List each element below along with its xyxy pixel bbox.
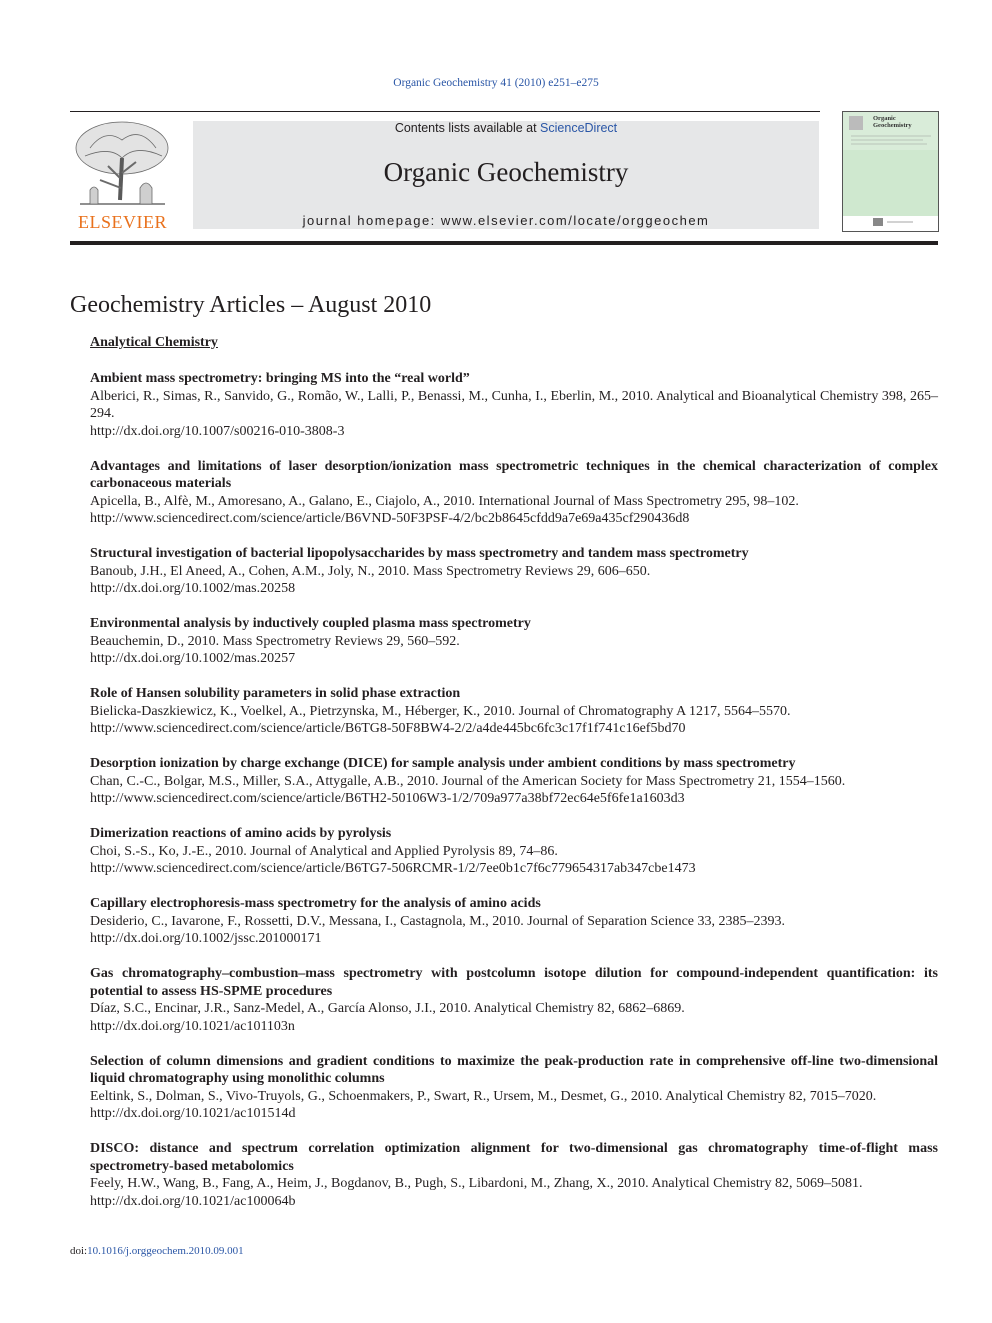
article-entry <box>90 545 938 598</box>
article-entry <box>90 1053 938 1123</box>
header-thick-rule <box>70 241 938 245</box>
article-title: DISCO: distance and spectrum correlation optimization alignment for two-dimensional gas chromatography time-of-flight mass spectrometry-based metabolomics <box>90 1141 938 1174</box>
article-entry <box>90 615 938 668</box>
article-entry <box>90 965 938 1035</box>
journal-banner <box>193 121 819 229</box>
cover-title: Organic Geochemistry <box>873 115 912 129</box>
article-entry <box>90 458 938 528</box>
article-entry <box>90 755 938 808</box>
article-link[interactable]: http://dx.doi.org/10.1002/jssc.201000171 <box>90 931 322 946</box>
article-link[interactable]: http://dx.doi.org/10.1021/ac101103n <box>90 1018 295 1034</box>
article-reference: Eeltink, S., Dolman, S., Vivo-Truyols, G., Schoenmakers, P., Swart, R., Ursem, M., Desmet, G., 2010. Analytical Chemistry 82, 7015–7020. <box>90 1088 877 1104</box>
article-link[interactable]: http://dx.doi.org/10.1002/mas.20257 <box>90 651 296 666</box>
article-title: Desorption ionization by charge exchange (DICE) for sample analysis under ambient conditions by mass spectrometry <box>90 756 796 771</box>
cover-decoration-icon <box>843 112 938 231</box>
article-reference: Díaz, S.C., Encinar, J.R., Sanz-Medel, A., García Alonso, J.I., 2010. Analytical Chemistry 82, 6862–6869. <box>90 1001 685 1016</box>
article-reference: Chan, C.-C., Bolgar, M.S., Miller, S.A., Attygalle, A.B., 2010. Journal of the American Society for Mass Spectrometry 21, 1554–1560. <box>90 773 846 789</box>
article-reference: Apicella, B., Alfè, M., Amoresano, A., Galano, E., Ciajolo, A., 2010. International Journal of Mass Spectrometry 295, 98–102. <box>90 493 799 509</box>
doi-link[interactable]: 10.1016/j.orggeochem.2010.09.001 <box>87 1245 244 1257</box>
article-entry <box>90 825 938 878</box>
article-reference: Choi, S.-S., Ko, J.-E., 2010. Journal of Analytical and Applied Pyrolysis 89, 74–86. <box>90 843 558 859</box>
article-reference: Feely, H.W., Wang, B., Fang, A., Heim, J., Bogdanov, B., Pugh, S., Libardoni, M., Zhang, X., 2010. Analytical Chemistry 82, 5069–5081. <box>90 1176 863 1191</box>
article-title: Gas chromatography–combustion–mass spectrometry with postcolumn isotope dilution for compound-independent quantification: its potential to assess HS-SPME procedures <box>90 966 938 999</box>
article-title: Role of Hansen solubility parameters in solid phase extraction <box>90 686 461 701</box>
page-title: Geochemistry Articles – August 2010 <box>70 292 432 318</box>
article-title: Dimerization reactions of amino acids by pyrolysis <box>90 826 392 841</box>
article-link[interactable]: http://www.sciencedirect.com/science/article/B6TG7-506RCMR-1/2/7ee0b1c7f6c779654317ab347cbe1473 <box>90 861 696 876</box>
doi-footer <box>70 1245 244 1257</box>
article-reference: Bielicka-Daszkiewicz, K., Voelkel, A., Pietrzynska, M., Héberger, K., 2010. Journal of Chromatography A 1217, 5564–5570. <box>90 703 791 719</box>
article-title: Environmental analysis by inductively coupled plasma mass spectrometry <box>90 616 531 631</box>
article-entry <box>90 895 938 948</box>
header-divider <box>70 111 820 112</box>
article-entry <box>90 685 938 738</box>
journal-citation[interactable]: Organic Geochemistry 41 (2010) e251–e275 <box>393 77 599 89</box>
article-reference: Desiderio, C., Iavarone, F., Rossetti, D.V., Messana, I., Castagnola, M., 2010. Journal of Separation Science 33, 2385–2393. <box>90 913 786 929</box>
contents-prefix: Contents lists available at <box>394 121 541 135</box>
section-heading: Analytical Chemistry <box>90 335 218 350</box>
article-link[interactable]: http://www.sciencedirect.com/science/article/B6TG8-50F8BW4-2/2/a4de445bc6fc3c17f1f741c16ef5bd70 <box>90 721 686 736</box>
sciencedirect-link[interactable]: ScienceDirect <box>540 121 618 135</box>
contents-line <box>193 121 819 135</box>
elsevier-logo <box>70 118 175 233</box>
journal-homepage[interactable]: journal homepage: www.elsevier.com/locate/orggeochem <box>302 213 710 228</box>
doi-prefix: doi: <box>70 1245 88 1257</box>
article-reference: Banoub, J.H., El Aneed, A., Cohen, A.M., Joly, N., 2010. Mass Spectrometry Reviews 29, 606–650. <box>90 563 651 579</box>
article-link[interactable]: http://dx.doi.org/10.1007/s00216-010-3808-3 <box>90 423 345 439</box>
tree-logo-icon <box>70 118 175 210</box>
article-link[interactable]: http://dx.doi.org/10.1021/ac100064b <box>90 1193 296 1209</box>
journal-cover-thumbnail <box>842 111 939 232</box>
elsevier-wordmark: ELSEVIER <box>78 212 167 232</box>
article-title: Ambient mass spectrometry: bringing MS into the “real world” <box>90 371 470 386</box>
article-title: Advantages and limitations of laser desorption/ionization mass spectrometric techniques in the chemical characterization of complex carbonaceous materials <box>90 458 938 491</box>
article-list <box>90 370 938 1228</box>
article-link[interactable]: http://dx.doi.org/10.1021/ac101514d <box>90 1106 296 1121</box>
article-reference: Alberici, R., Simas, R., Sanvido, G., Romão, W., Lalli, P., Benassi, M., Cunha, I., Eberlin, M., 2010. Analytical and Bioanalytical Chemistry 398, 265–294. <box>90 388 938 421</box>
article-entry <box>90 1140 938 1210</box>
article-title: Selection of column dimensions and gradient conditions to maximize the peak-production rate in comprehensive off-line two-dimensional liquid chromatography using monolithic columns <box>90 1053 938 1086</box>
article-title: Capillary electrophoresis-mass spectrometry for the analysis of amino acids <box>90 896 541 911</box>
article-link[interactable]: http://www.sciencedirect.com/science/article/B6VND-50F3PSF-4/2/bc2b8645cfdd9a7e69a435cf290436d8 <box>90 511 690 526</box>
article-link[interactable]: http://www.sciencedirect.com/science/article/B6TH2-50106W3-1/2/709a977a38bf72ec64e5f6fe1a1603d3 <box>90 791 685 806</box>
article-link[interactable]: http://dx.doi.org/10.1002/mas.20258 <box>90 581 296 596</box>
article-title: Structural investigation of bacterial lipopolysaccharides by mass spectrometry and tandem mass spectrometry <box>90 546 749 561</box>
article-entry <box>90 370 938 440</box>
article-reference: Beauchemin, D., 2010. Mass Spectrometry Reviews 29, 560–592. <box>90 633 460 649</box>
journal-name: Organic Geochemistry <box>383 157 629 187</box>
